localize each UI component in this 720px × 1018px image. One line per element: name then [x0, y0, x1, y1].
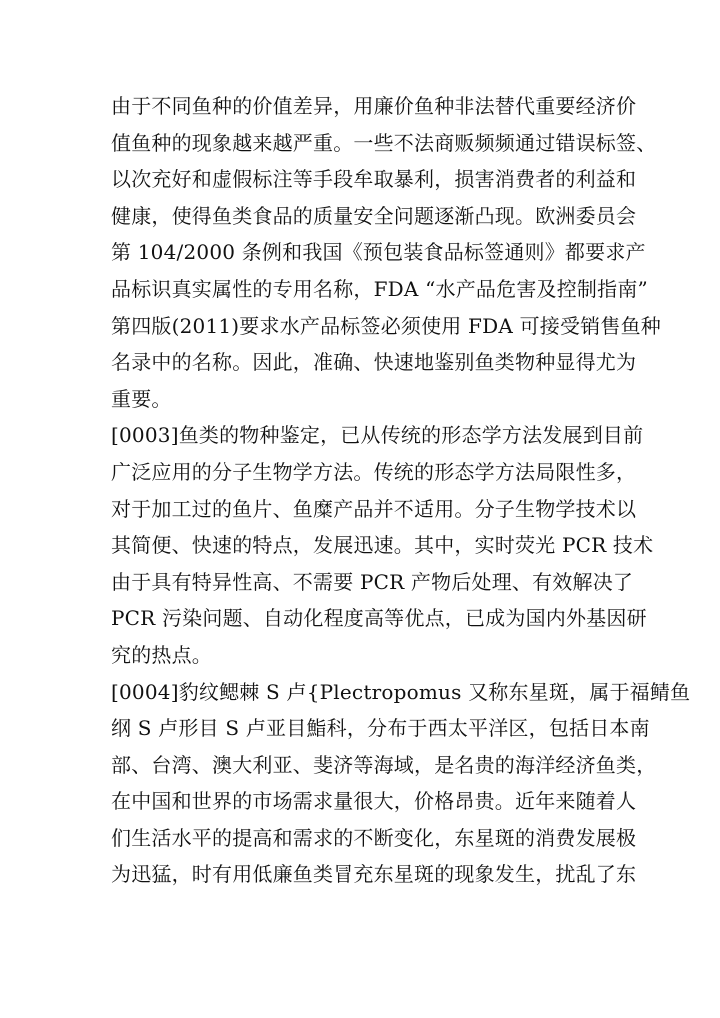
paragraph-0004-start: [0004]豹纹鳃棘 S 卢{Plectropomus 又称东星斑，属于福鲭鱼 — [111, 679, 691, 704]
text-line: PCR 污染问题、自动化程度高等优点，已成为国内外基因研 — [111, 606, 647, 631]
text-line: 们生活水平的提高和需求的不断变化，东星斑的消费发展极 — [111, 825, 637, 850]
body-text — [111, 88, 691, 893]
text-line: 由于不同鱼种的价值差异，用廉价鱼种非法替代重要经济价 — [111, 94, 637, 118]
text-line: 健康，使得鱼类食品的质量安全问题逐渐凸现。欧洲委员会 — [111, 203, 637, 228]
text-line: 由于具有特异性高、不需要 PCR 产物后处理、有效解决了 — [111, 569, 634, 594]
text-line: 品标识真实属性的专用名称，FDA “水产品危害及控制指南” — [111, 276, 648, 301]
text-line: 名录中的名称。因此，准确、快速地鉴别鱼类物种显得尤为 — [111, 350, 637, 375]
text-line: 部、台湾、澳大利亚、斐济等海域，是名贵的海洋经济鱼类， — [111, 752, 657, 777]
paragraph-0003-start: [0003]鱼类的物种鉴定，已从传统的形态学方法发展到目前 — [111, 423, 644, 448]
text-line: 为迅猛，时有用低廉鱼类冒充东星斑的现象发生，扰乱了东 — [111, 862, 637, 887]
text-line: 究的热点。 — [111, 642, 212, 667]
text-line: 以次充好和虚假标注等手段牟取暴利，损害消费者的利益和 — [111, 167, 637, 192]
text-line: 第 104/2000 条例和我国《预包装食品标签通则》都要求产 — [111, 240, 646, 265]
text-line: 广泛应用的分子生物学方法。传统的形态学方法局限性多， — [111, 459, 637, 484]
text-line: 重要。 — [111, 386, 172, 411]
text-line: 值鱼种的现象越来越严重。一些不法商贩频频通过错误标签、 — [111, 130, 657, 155]
text-line: 在中国和世界的市场需求量很大，价格昂贵。近年来随着人 — [111, 789, 637, 814]
text-line: 其简便、快速的特点，发展迅速。其中，实时荧光 PCR 技术 — [111, 533, 654, 558]
text-line: 第四版(2011)要求水产品标签必须使用 FDA 可接受销售鱼种 — [111, 313, 661, 338]
text-line: 纲 S 卢形目 S 卢亚目鮨科，分布于西太平洋区，包括日本南 — [111, 716, 650, 741]
text-line: 对于加工过的鱼片、鱼糜产品并不适用。分子生物学技术以 — [111, 496, 637, 521]
